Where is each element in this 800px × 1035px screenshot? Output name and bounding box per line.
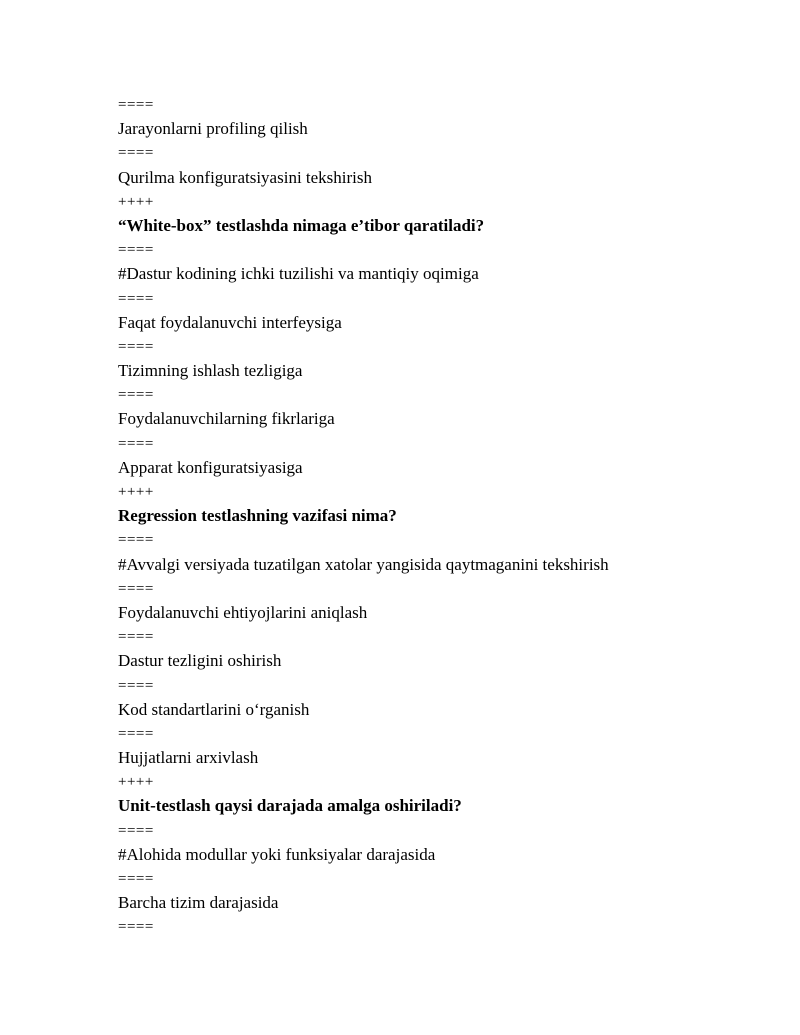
separator-line: ====	[118, 871, 154, 887]
separator-line: ====	[118, 97, 154, 113]
question-heading: Unit-testlash qaysi darajada amalga oshiriladi?	[118, 796, 462, 816]
separator-line: ====	[118, 532, 154, 549]
answer-option: Faqat foydalanuvchi interfeysiga	[118, 312, 342, 332]
separator-line: ====	[118, 677, 154, 694]
question-heading: “White-box” testlashda nimaga e’tibor qaratiladi?	[118, 215, 485, 235]
question-separator: ++++	[118, 484, 154, 500]
answer-option: Foydalanuvchi ehtiyojlarini aniqlash	[118, 602, 368, 622]
correct-answer-option: #Alohida modullar yoki funksiyalar darajasida	[118, 844, 436, 864]
separator-line: ====	[118, 435, 154, 452]
separator-line: ====	[118, 338, 154, 355]
question-separator: ++++	[118, 774, 154, 791]
separator-line: ====	[118, 580, 154, 597]
separator-line: ====	[118, 725, 154, 742]
answer-option: Jarayonlarni profiling qilish	[118, 119, 308, 139]
answer-option: Apparat konfiguratsiyasiga	[118, 457, 303, 477]
document-body	[118, 93, 758, 940]
separator-line: ====	[118, 822, 154, 839]
separator-line: ====	[118, 919, 154, 936]
question-heading: Regression testlashning vazifasi nima?	[118, 506, 397, 526]
answer-option: Hujjatlarni arxivlash	[118, 748, 259, 768]
separator-line: ====	[118, 387, 154, 404]
answer-option: Barcha tizim darajasida	[118, 893, 279, 913]
correct-answer-option: #Avvalgi versiyada tuzatilgan xatolar yangisida qaytmaganini tekshirish	[118, 554, 609, 574]
answer-option: Kod standartlarini o‘rganish	[118, 699, 310, 719]
separator-line: ====	[118, 290, 154, 307]
separator-line: ====	[118, 242, 154, 259]
answer-option: Foydalanuvchilarning fikrlariga	[118, 409, 335, 429]
correct-answer-option: #Dastur kodining ichki tuzilishi va mantiqiy oqimiga	[118, 264, 479, 284]
answer-option: Tizimning ishlash tezligiga	[118, 361, 303, 381]
separator-line: ====	[118, 145, 154, 162]
answer-option: Dastur tezligini oshirish	[118, 651, 282, 671]
answer-option: Qurilma konfiguratsiyasini tekshirish	[118, 167, 373, 187]
separator-line: ====	[118, 629, 154, 646]
question-separator: ++++	[118, 193, 154, 210]
